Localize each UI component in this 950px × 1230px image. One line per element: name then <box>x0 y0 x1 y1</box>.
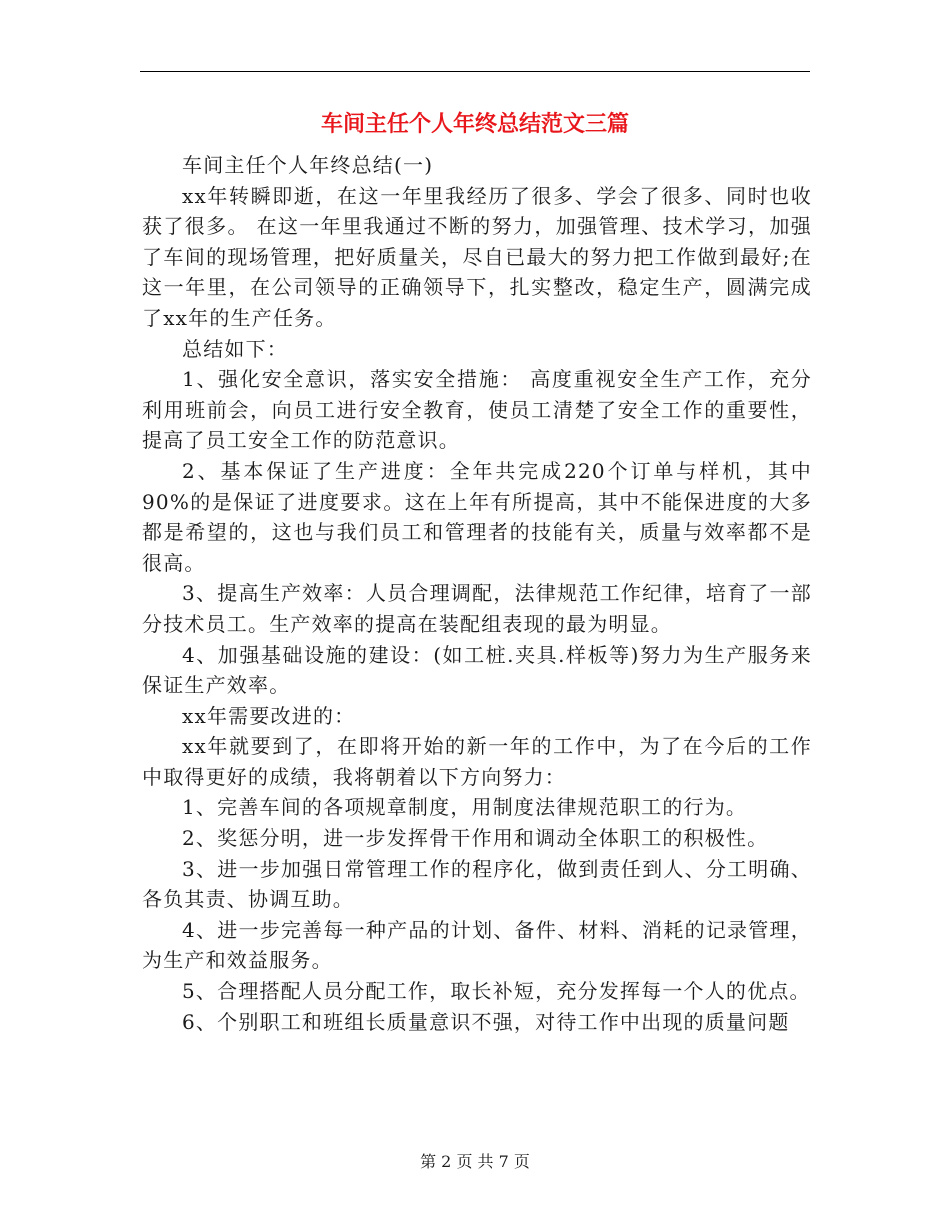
paragraph: 5、合理搭配人员分配工作，取长补短，充分发挥每一个人的优点。 <box>182 979 811 1004</box>
section-heading: 车间主任个人年终总结(一) <box>182 153 434 177</box>
document-body <box>142 150 812 1037</box>
header-rule <box>140 71 810 72</box>
paragraph: 4、加强基础设施的建设：(如工桩.夹具.样板等)努力为生产服务来保证生产效率。 <box>142 642 812 698</box>
paragraph: xx年转瞬即逝，在这一年里我经历了很多、学会了很多、同时也收获了很多。 在这一年里我通过不断的努力，加强管理、技术学习，加强了车间的现场管理，把好质量关，尽自已最大的努力把工作做到最好;在这一年里，在公司领导的正确领导下，扎实整改，稳定生产，圆满完成了xx年的生产任务。 <box>142 183 812 330</box>
paragraph: 1、强化安全意识，落实安全措施： 高度重视安全生产工作，充分利用班前会，向员工进行安全教育，使员工清楚了安全工作的重要性，提高了员工安全工作的防范意识。 <box>142 367 812 453</box>
paragraph: 2、奖惩分明，进一步发挥骨干作用和调动全体职工的积极性。 <box>182 826 769 851</box>
paragraph: 4、进一步完善每一种产品的计划、备件、材料、消耗的记录管理，为生产和效益服务。 <box>142 917 812 973</box>
paragraph: xx年需要改进的： <box>182 703 356 728</box>
paragraph: 总结如下： <box>182 336 288 361</box>
document-title: 车间主任个人年终总结范文三篇 <box>320 112 629 137</box>
paragraph: 3、提高生产效率：人员合理调配，法律规范工作纪律，培育了一部分技术员工。生产效率的提高在装配组表现的最为明显。 <box>142 581 812 636</box>
paragraph: 3、进一步加强日常管理工作的程序化，做到责任到人、分工明确、各负其责、协调互助。 <box>142 856 812 912</box>
paragraph: 6、个别职工和班组长质量意识不强，对待工作中出现的质量问题 <box>182 1009 790 1034</box>
page-number-footer: 第 2 页 共 7 页 <box>420 1152 530 1171</box>
paragraph: xx年就要到了，在即将开始的新一年的工作中，为了在今后的工作中取得更好的成绩，我将朝着以下方向努力： <box>142 734 812 789</box>
paragraph: 1、完善车间的各项规章制度，用制度法律规范职工的行为。 <box>182 795 748 820</box>
paragraph: 2、基本保证了生产进度：全年共完成220个订单与样机，其中90%的是保证了进度要求。这在上年有所提高，其中不能保进度的大多都是希望的，这也与我们员工和管理者的技能有关，质量与效率都不是很高。 <box>142 458 812 575</box>
